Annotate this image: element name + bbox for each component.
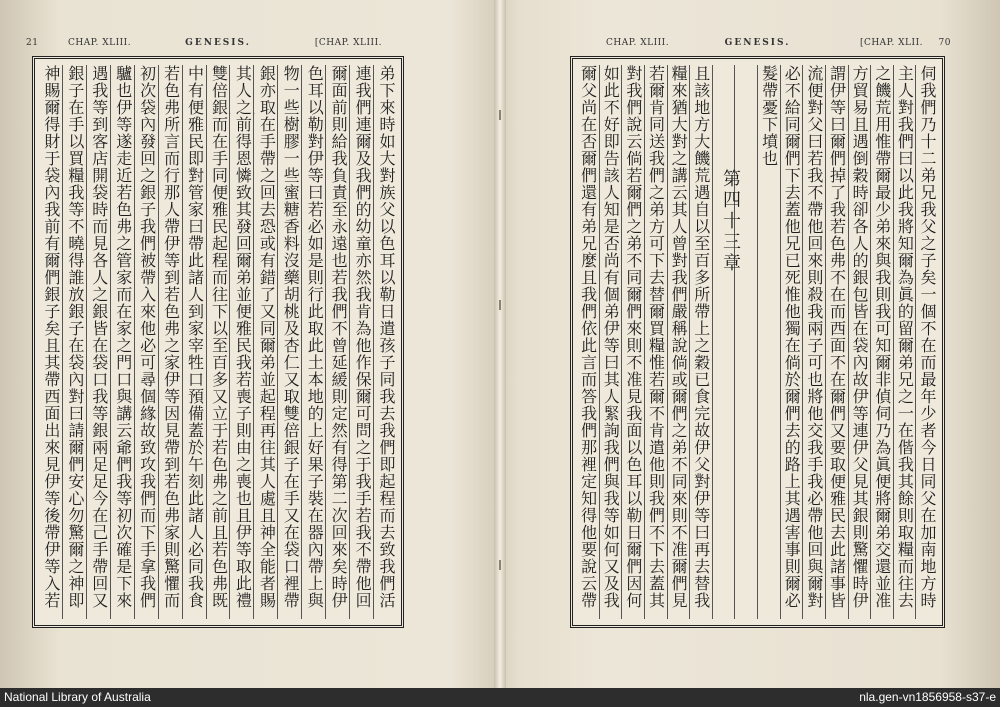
text-column: 物一些樹膠一些蜜糖香料沒藥胡桃及杏仁又取雙倍銀子在手又在袋口裡帶	[277, 65, 301, 619]
left-running-title: GENESIS.	[185, 38, 251, 48]
text-column: 主人對我們曰以此我將知爾為眞的留爾弟兄之一在偕我其餘則取糧而往去	[893, 65, 916, 619]
binding-stitch	[499, 300, 501, 310]
left-chapter-label: CHAP. XLIII.	[68, 38, 132, 48]
text-column: 若色弗所言而行那人帶伊等到若色弗之家伊等因見帶到若色弗家則驚懼而	[158, 65, 182, 619]
left-chapter-label-right: [CHAP. XLIII.	[314, 38, 382, 48]
text-column: 連我們連爾及我們的幼童亦然我肯為他作保爾可問之于我手若我不帶他回	[349, 65, 373, 619]
right-page	[570, 38, 951, 628]
text-column: 伺我們乃十二弟兄我父之子矣一個不在而最年少者今日同父在加南地方時	[915, 65, 938, 619]
text-column: 且該地方大饑荒遇自以至百多所帶上之穀已食完故伊父對伊等曰再去替我	[689, 65, 712, 619]
binding-stitch	[499, 110, 501, 120]
text-column: 必不給同爾們下去蓋他兄已死惟他獨在倘於爾們去的路上其遇害事則爾必	[780, 65, 803, 619]
text-column: 若爾肯同送我們之弟方可下去替爾買糧惟若爾不肯遣他則我們不下去蓋其	[644, 65, 667, 619]
book-gutter	[494, 0, 506, 688]
footer-identifier: nla.gen-vn1856958-s37-e	[859, 690, 996, 704]
text-column: 流便對父曰若我不帶他回來則殺我兩子可也將他交我手我必帶他回與爾對	[802, 65, 825, 619]
left-page-header	[26, 38, 404, 52]
text-column: 弟下來時如大對族父以色耳以勒日遣孩子同我去我們即起程而去致我們活	[373, 65, 397, 619]
text-column: 謂伊等曰爾們掉了我若色弗不在而西面不在爾們又要取便雅民去此諸事皆	[825, 65, 848, 619]
right-text-frame	[570, 56, 945, 628]
text-column: 糧來猶大對之講云其人曾對我們嚴稱說倘或爾們之弟不同來則不准爾們見	[667, 65, 690, 619]
text-column	[712, 65, 735, 619]
text-column: 髮帶憂下墳也	[757, 65, 780, 619]
left-text-columns	[39, 65, 397, 619]
right-chapter-label-right: [CHAP. XLII.	[859, 38, 923, 48]
text-column: 銀子在手以買糧我等不曉得誰放銀子在袋內對曰請爾們安心勿驚爾之神即	[62, 65, 86, 619]
text-column: 色耳以勒對伊等曰若必如是則行此取此土本地的上好果子裝在器內帶上與	[301, 65, 325, 619]
text-column: 銀亦取在手帶之回去恐或有錯了又同爾弟並起程再往其人處且神全能者賜	[253, 65, 277, 619]
right-page-header	[570, 38, 951, 52]
footer-institution: National Library of Australia	[4, 690, 151, 704]
text-column: 方貿易且遇倒穀時卻各人的銀包皆在袋內故伊等連伊父見其銀則驚懼時伊	[848, 65, 871, 619]
text-column: 驢也伊等遂走近若色弗之管家而在家之門口與講云爺們我等初次確是下來	[110, 65, 134, 619]
text-column: 爾父尚在否爾們還有弟兄麼且我們依此言而答我們那裡定知得他要說云帶	[578, 65, 598, 609]
right-running-title: GENESIS.	[724, 38, 791, 48]
text-column: 之饑荒用惟帶爾最少弟來與我則我可知爾非偵伺乃為眞便將爾弟交還並准	[870, 65, 893, 619]
text-column: 初次袋內發回之銀子我們被帶入來他必可尋個緣故致攻我們而下手拿我們	[134, 65, 158, 619]
left-text-frame	[32, 56, 404, 628]
left-page	[26, 38, 404, 628]
chapter-heading: 第四十三章	[720, 169, 741, 274]
text-column: 如此不好即告該人知是否尚有個弟伊等曰其人緊詢我們與我等如何又及我	[599, 65, 622, 619]
text-column: 遇我等到客店開袋時而見各人之銀皆在袋口我等銀兩足足今在己手帶回又	[86, 65, 110, 619]
binding-stitch	[499, 560, 501, 570]
text-column	[734, 65, 757, 619]
right-chapter-label: CHAP. XLIII.	[606, 38, 670, 48]
text-column: 神賜爾得財于袋內我前有爾們銀子矣且其帶西面出來見伊等後帶伊等入若	[41, 65, 61, 609]
text-column: 爾面前則給我負責至永遠也若我們不曾延緩則定然有得第二次回來矣時伊	[325, 65, 349, 619]
right-page-number: 70	[938, 38, 951, 48]
text-column: 雙倍銀而在手同便雅民起程而往下以至百多又立于若色弗之前且若色弗既	[206, 65, 230, 619]
right-text-columns	[577, 65, 938, 619]
text-column: 對我們說云倘若爾們之弟不同爾們來則不准見我面以色耳以勒日爾們因何	[621, 65, 644, 619]
left-page-number: 21	[26, 38, 39, 48]
text-column: 其人之前得恩憐致其發回爾弟並便雅民我若喪子則由之喪也且伊等取此禮	[229, 65, 253, 619]
archive-footer	[0, 688, 1000, 707]
text-column: 中有便雅民即對管家曰帶此諸人到家宰牲口預備蓋於午刻此諸人必同我食	[182, 65, 206, 619]
